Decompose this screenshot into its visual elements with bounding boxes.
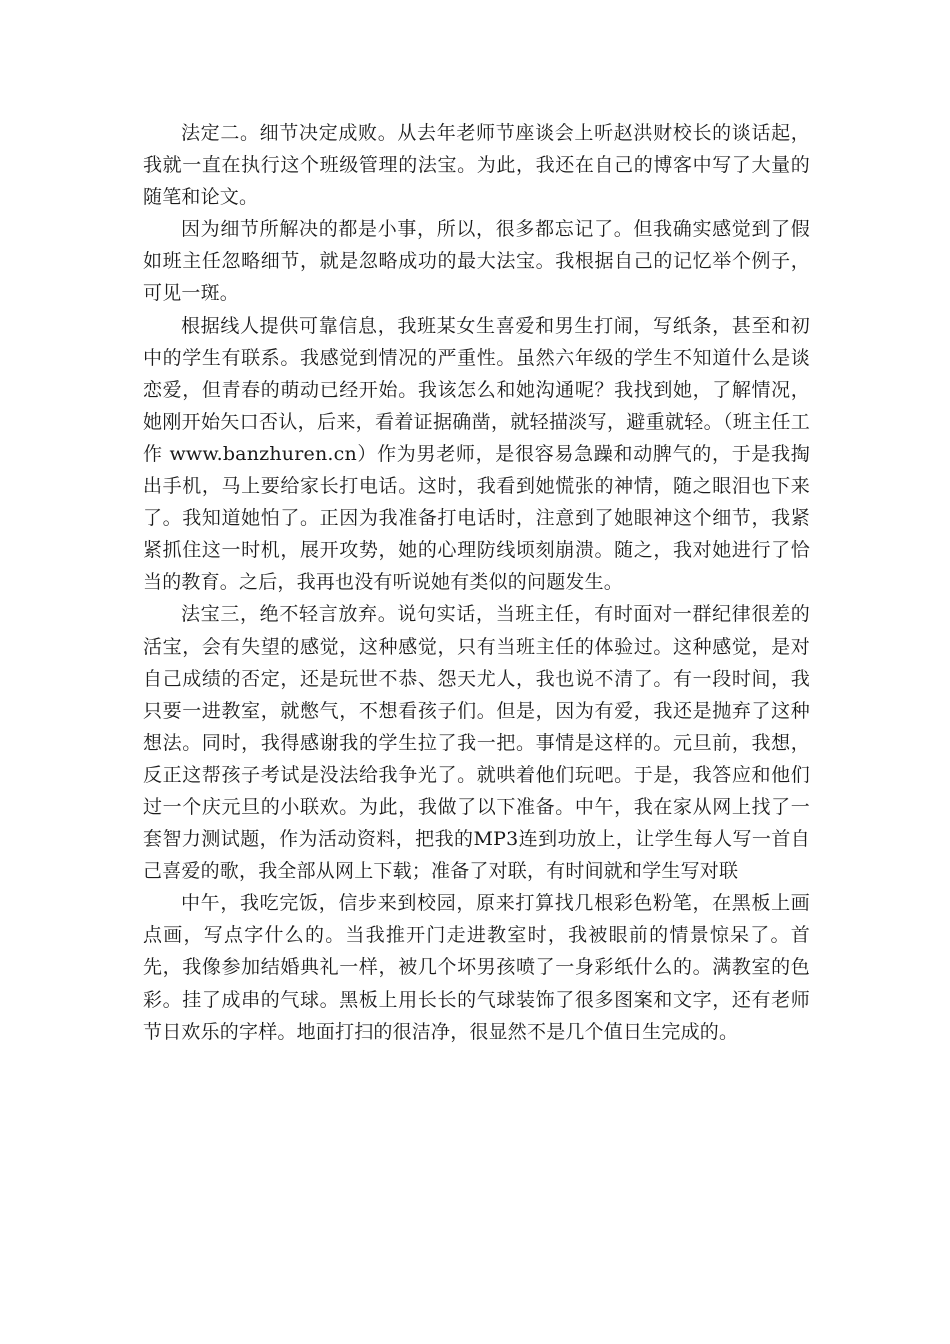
document-body [143, 117, 810, 1048]
paragraph-4: 法宝三，绝不轻言放弃。说句实话，当班主任，有时面对一群纪律很差的活宝，会有失望的感觉，这种感觉，只有当班主任的体验过。这种感觉，是对自己成绩的否定，还是玩世不恭、怨天尤人，我也说不清了。有一段时间，我只要一进教室，就憋气，不想看孩子们。但是，因为有爱，我还是抛弃了这种想法。同时，我得感谢我的学生拉了我一把。事情是这样的。元旦前，我想，反正这帮孩子考试是没法给我争光了。就哄着他们玩吧。于是，我答应和他们过一个庆元旦的小联欢。为此，我做了以下准备。中午，我在家从网上找了一套智力测试题，作为活动资料，把我的MP3连到功放上，让学生每人写一首自己喜爱的歌，我全部从网上下载；准备了对联，有时间就和学生写对联 [143, 603, 810, 883]
paragraph-3: 根据线人提供可靠信息，我班某女生喜爱和男生打闹，写纸条，甚至和初中的学生有联系。我感觉到情况的严重性。虽然六年级的学生不知道什么是谈恋爱，但青春的萌动已经开始。我该怎么和她沟通呢？我找到她，了解情况，她刚开始矢口否认，后来，看着证据确凿，就轻描淡写，避重就轻。（班主任工作 www.banzhuren.cn）作为男老师，是很容易急躁和动脾气的，于是我掏出手机，马上要给家长打电话。这时，我看到她慌张的神情，随之眼泪也下来了。我知道她怕了。正因为我准备打电话时，注意到了她眼神这个细节，我紧紧抓住这一时机，展开攻势，她的心理防线顷刻崩溃。随之，我对她进行了恰当的教育。之后，我再也没有听说她有类似的问题发生。 [143, 314, 810, 594]
paragraph-5: 中午，我吃完饭，信步来到校园，原来打算找几根彩色粉笔，在黑板上画点画，写点字什么的。当我推开门走进教室时，我被眼前的情景惊呆了。首先，我像参加结婚典礼一样，被几个坏男孩喷了一身彩纸什么的。满教室的色彩。挂了成串的气球。黑板上用长长的气球装饰了很多图案和文字，还有老师节日欢乐的字样。地面打扫的很洁净，很显然不是几个值日生完成的。 [143, 892, 810, 1043]
paragraph-1: 法定二。细节决定成败。从去年老师节座谈会上听赵洪财校长的谈话起，我就一直在执行这个班级管理的法宝。为此，我还在自己的博客中写了大量的随笔和论文。 [143, 122, 810, 209]
paragraph-2: 因为细节所解决的都是小事，所以，很多都忘记了。但我确实感觉到了假如班主任忽略细节，就是忽略成功的最大法宝。我根据自己的记忆举个例子，可见一斑。 [143, 218, 810, 305]
